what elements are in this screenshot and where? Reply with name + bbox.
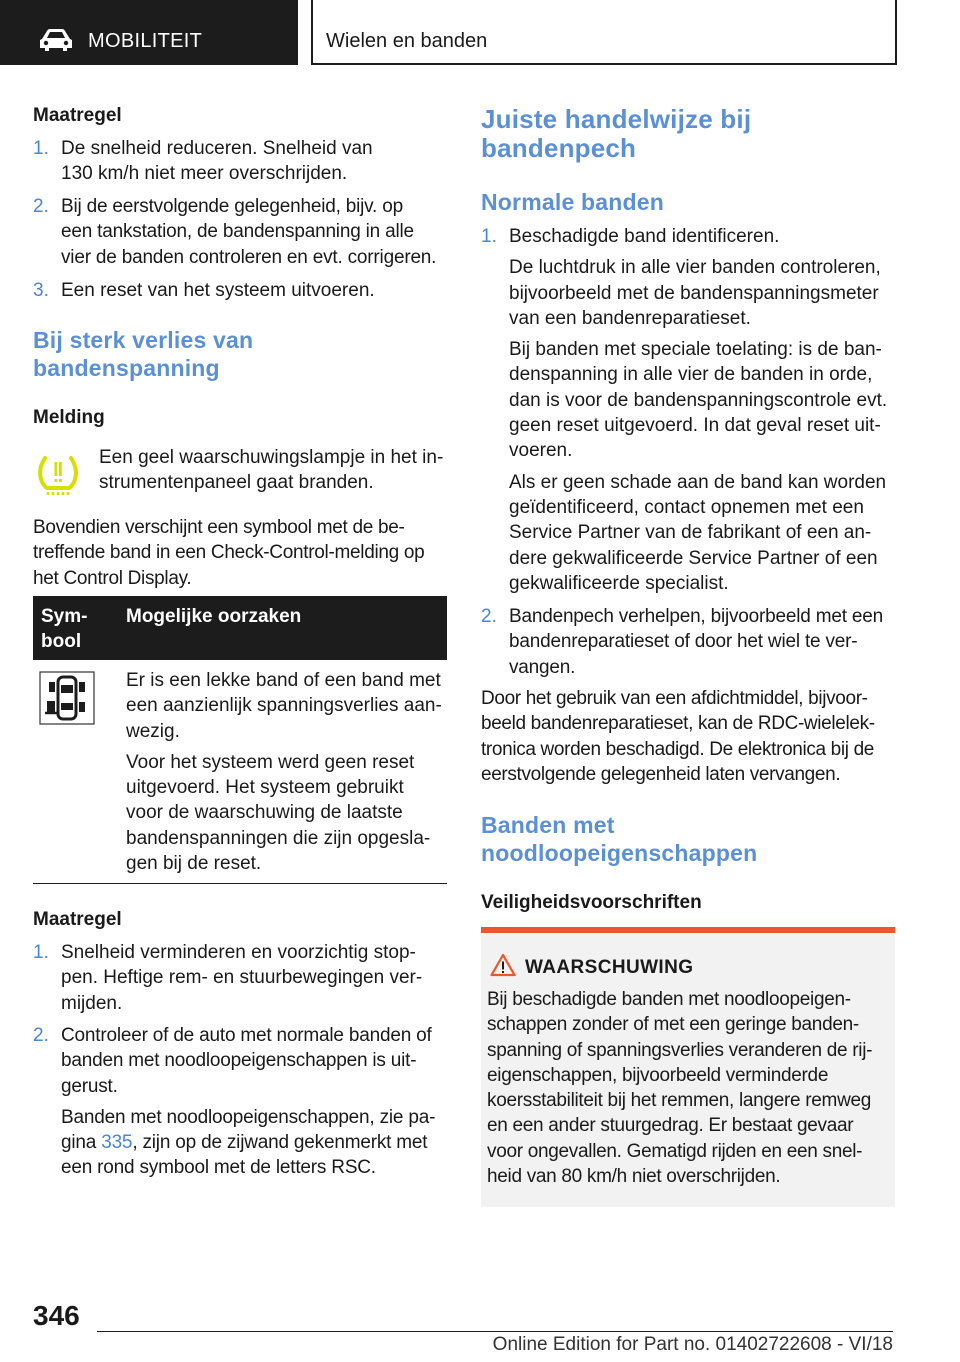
step-text [509, 604, 895, 680]
maatregel-heading: Maatregel [33, 105, 122, 126]
step-text [61, 1023, 447, 1181]
heading-line: Bij sterk verlies van [33, 327, 254, 353]
text-line: gekwalificeerde specialist. [509, 572, 729, 594]
text-line: vier de banden controleren en evt. corrigeren. [61, 246, 437, 268]
text-line: van een bandenreparatieset. [509, 307, 751, 329]
text-line: een aanzienlijk spanningsverlies aan- [126, 695, 442, 717]
text-line: geen reset uitgevoerd. In dat geval reset uit- [509, 415, 881, 437]
step-number: 1. [33, 942, 49, 963]
maatregel-heading: Maatregel [33, 909, 122, 930]
main-heading [481, 105, 895, 163]
heading-line: bandenspanning [33, 355, 220, 381]
tpms-warning-icon [33, 448, 83, 498]
text-line: Beschadigde band identificeren. [509, 226, 780, 247]
text-line: treffende band in een Check-Control-melding op [33, 542, 425, 564]
warning-box [481, 927, 895, 1207]
text-line: uitgevoerd. Het systeem gebruikt [126, 777, 404, 799]
text-line: voeren. [509, 440, 573, 462]
text-line: strumentenpaneel gaat branden. [99, 472, 374, 494]
warning-title: WAARSCHUWING [525, 957, 694, 978]
text-line: tronica worden beschadigd. De elektronica bij de [481, 738, 874, 760]
step-text [61, 278, 447, 303]
table-cell-oorzaken [126, 668, 447, 876]
step-number: 3. [33, 280, 49, 301]
veiligheid-heading: Veiligheidsvoorschriften [481, 892, 702, 913]
text-line: en een ander stuurgedrag. Er bestaat gevaar [487, 1115, 854, 1137]
table-header [33, 596, 447, 660]
text-line: bool [41, 631, 82, 652]
text-line: dan is voor de bandenspanningscontrole evt. [509, 389, 888, 411]
page-number: 346 [33, 1300, 80, 1331]
section-heading [33, 326, 447, 382]
step-text [61, 194, 447, 270]
paragraph [33, 515, 447, 591]
text-line: bandenspanningen die zijn opgesla- [126, 827, 431, 849]
heading-line: Banden met [481, 812, 615, 838]
step-number: 1. [33, 138, 49, 159]
column-header-oorzaken: Mogelijke oorzaken [126, 606, 302, 627]
text-line: een rond symbool met de letters RSC. [61, 1157, 376, 1179]
text-line: wezig. [126, 720, 180, 742]
text-line: Bij banden met speciale toelating: is de ban- [509, 339, 882, 361]
text-fragment: gina [61, 1132, 102, 1154]
text-line: dere gekwalificeerde Service Partner of een [509, 547, 878, 569]
text-line: eerstvolgende gelegenheid laten vervangen. [481, 763, 841, 785]
section-heading: Normale banden [481, 189, 665, 215]
text-line: Als er geen schade aan de band kan worden [509, 471, 887, 493]
text-line: een tankstation, de bandenspanning in alle [61, 221, 414, 243]
heading-line: bandenpech [481, 133, 637, 163]
page-link[interactable]: 335 [101, 1132, 133, 1154]
text-line: heid van 80 km/h niet overschrijden. [487, 1166, 781, 1188]
heading-line: noodloopeigenschappen [481, 840, 758, 866]
text-line: Door het gebruik van een afdichtmiddel, bijvoor- [481, 688, 868, 709]
text-line: pen. Heftige rem- en stuurbewegingen ver- [61, 967, 423, 989]
text-line: het Control Display. [33, 567, 192, 589]
paragraph [481, 686, 895, 787]
column-header-symbool [41, 604, 87, 654]
text-line: Er is een lekke band of een band met [126, 670, 441, 691]
text-line: 130 km/h niet meer overschrijden. [61, 163, 348, 185]
chapter-title: Wielen en banden [326, 30, 488, 52]
text-line [61, 1130, 447, 1155]
step-number: 1. [481, 226, 497, 247]
text-line: vangen. [509, 656, 576, 678]
step-text [509, 224, 895, 596]
text-line: eigenschappen, bijvoorbeeld verminderde [487, 1064, 829, 1086]
text-line: gen bij de reset. [126, 853, 262, 875]
melding-text [99, 445, 447, 496]
text-line: Banden met noodloopeigenschappen, zie pa- [61, 1106, 436, 1128]
text-line: voor ongevallen. Gematigd rijden en een snel- [487, 1140, 863, 1162]
step-number: 2. [33, 196, 49, 217]
flat-tire-car-icon [39, 671, 95, 725]
text-line: De snelheid reduceren. Snelheid van [61, 138, 373, 159]
text-line: spanning of spanningsverlies veranderen de rij- [487, 1039, 873, 1061]
text-line: De luchtdruk in alle vier banden controleren, [509, 257, 881, 279]
text-line: denspanning in alle vier de banden in orde, [509, 364, 873, 386]
text-line: Bij beschadigde banden met noodloopeigen- [487, 989, 851, 1010]
step-text [61, 136, 447, 187]
step-number: 2. [481, 606, 497, 627]
text-line: mijden. [61, 992, 123, 1014]
text-line: gerust. [61, 1075, 118, 1097]
text-line: Bij de eerstvolgende gelegenheid, bijv. op [61, 196, 403, 217]
text-line: Een geel waarschuwingslampje in het in- [99, 447, 444, 468]
text-fragment: , zijn op de zijwand gekenmerkt met [132, 1132, 428, 1154]
section-title: MOBILITEIT [88, 30, 203, 52]
melding-heading: Melding [33, 407, 105, 428]
text-line: Een reset van het systeem uitvoeren. [61, 280, 375, 301]
text-line: bandenreparatieset of door het wiel te ver- [509, 631, 858, 653]
text-line: geïdentificeerd, contact opnemen met een [509, 496, 864, 518]
section-tab [0, 0, 298, 65]
table-rule [33, 883, 447, 884]
text-line: Bovendien verschijnt een symbool met de be- [33, 517, 405, 538]
edition-note: Online Edition for Part no. 01402722608 - VI/18 [492, 1334, 893, 1355]
text-line: Voor het systeem werd geen reset [126, 751, 415, 773]
step-text [61, 940, 447, 1016]
text-line: Bandenpech verhelpen, bijvoorbeeld met een [509, 606, 883, 627]
car-icon [38, 28, 74, 52]
warning-triangle-icon [490, 953, 516, 977]
text-line: bijvoorbeeld met de bandenspanningsmeter [509, 282, 879, 304]
text-line: koersstabiliteit bij het remmen, langere remweg [487, 1090, 872, 1112]
text-line: beeld bandenreparatieset, kan de RDC-wielelek- [481, 713, 875, 735]
warning-text [487, 987, 889, 1189]
text-line: Controleer of de auto met normale banden of [61, 1025, 432, 1046]
heading-line: Juiste handelwijze bij [481, 104, 752, 134]
text-line: voor de waarschuwing de laatste [126, 802, 403, 824]
text-line: schappen zonder of met een geringe banden- [487, 1014, 859, 1036]
section-heading [481, 811, 895, 867]
step-number: 2. [33, 1025, 49, 1046]
chapter-tab [311, 0, 897, 65]
text-line: Snelheid verminderen en voorzichtig stop- [61, 942, 416, 963]
text-line: banden met noodloopeigenschappen is uit- [61, 1050, 417, 1072]
text-line: Service Partner van de fabrikant of een an- [509, 522, 872, 544]
text-line: Sym- [41, 606, 88, 627]
